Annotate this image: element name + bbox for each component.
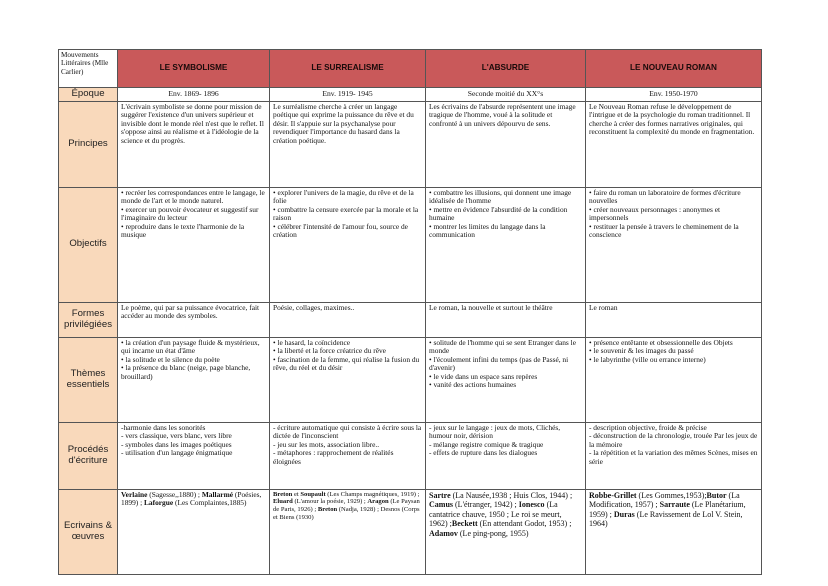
procede-item: - jeux sur le langage : jeux de mots, Clichés, humour noir, dérision [429, 422, 561, 441]
objectifs-row [59, 187, 762, 302]
procede-item: - jeu sur les mots, association libre.. [273, 439, 380, 449]
objectifs-cell [426, 187, 586, 302]
row-label-objectifs: Objectifs [59, 187, 118, 302]
procede-item: - déconstruction de la chronologie, trouée Par les jeux de la mémoire [589, 431, 758, 449]
work-title: (Les Champs magnétiques, 1919) ; [325, 490, 420, 498]
objectifs-cell [118, 187, 270, 302]
objectifs-cell [586, 187, 762, 302]
principes-row [59, 101, 762, 187]
ecrivains-cell [270, 489, 426, 574]
principes-cell: Le surréalisme cherche à créer un langage poétique qui exprime la puissance du rêve et du désir. Il s'appuie sur la psychanalyse pour revendiquer l'importance du hasard dans la création poétique. [270, 101, 426, 187]
literary-movements-table [58, 49, 762, 575]
themes-cell [270, 337, 426, 422]
author-name: Mallarmé [201, 489, 234, 499]
theme-item: • la création d'un paysage fluide & mystérieux, qui incarne un état d'âme [121, 339, 266, 356]
theme-item: • le souvenir & les images du passé [589, 347, 758, 356]
author-name: Duras [613, 509, 635, 519]
ecrivains-cell [586, 489, 762, 574]
procede-item: - vers classique, vers blanc, vers libre [121, 431, 232, 441]
author-name: Soupault [300, 490, 326, 498]
objectif-item: • faire du roman un laboratoire de formes d'écriture nouvelles [589, 189, 758, 206]
theme-item: • la solitude et le silence du poète [121, 356, 266, 365]
theme-item: • la présence du blanc (neige, page blanche, brouillard) [121, 364, 266, 381]
objectifs-cell [270, 187, 426, 302]
work-title: (Nadja, 1928) ; Desnos (Corps et Biens (1930) [273, 506, 420, 521]
author-name: Ionesco [518, 500, 545, 510]
row-label-epoque: Époque [59, 88, 118, 102]
work-title: (En attendant Godot, 1953) ; [477, 519, 572, 529]
procede-item: - utilisation d'un langage énigmatique [121, 448, 233, 458]
theme-item: • la liberté et la force créatrice du rêve [273, 347, 422, 356]
work-title: (Le ping-pong, 1955) [457, 528, 529, 538]
author-name: Beckett [451, 519, 478, 529]
theme-item: • l'écoulement infini du temps (pas de Passé, ni d'avenir) [429, 356, 582, 373]
principes-cell: Les écrivains de l'absurde représentent une image tragique de l'homme, voué à la solitude et confronté à un univers dépourvu de sens. [426, 101, 586, 187]
row-label-procedes: Procédés d'écriture [59, 422, 118, 489]
theme-item: • le vide dans un espace sans repères [429, 373, 582, 382]
objectif-item: • explorer l'univers de la magie, du rêve et de la folie [273, 189, 422, 206]
procedes-cell [426, 422, 586, 489]
objectif-item: • recréer les correspondances entre le langage, le monde de l'art et le monde naturel. [121, 189, 266, 206]
author-name: Sarraute [659, 500, 690, 510]
work-title: (Les Gommes,1953); [636, 490, 707, 500]
row-label-formes: Formes privilégiées [59, 302, 118, 337]
themes-cell [118, 337, 270, 422]
author-name: Laforgue [144, 498, 174, 508]
ecrivains-cell [426, 489, 586, 574]
work-title: (Sagesse,,1880) ; [147, 489, 202, 499]
author-name: Breton [317, 506, 338, 514]
header-row [59, 50, 762, 88]
theme-item: • le hasard, la coïncidence [273, 339, 422, 348]
epoque-cell: Env. 1919- 1945 [270, 88, 426, 102]
formes-cell: Le roman, la nouvelle et surtout le théâtre [426, 302, 586, 337]
author-name: Camus [429, 500, 454, 510]
movement-header-nouveau-roman: LE NOUVEAU ROMAN [586, 50, 762, 88]
epoque-cell: Env. 1869- 1896 [118, 88, 270, 102]
row-label-ecrivains: Ecrivains & œuvres [59, 489, 118, 574]
movement-header-surrealisme: LE SURREALISME [270, 50, 426, 88]
author-name: Eluard [273, 498, 293, 506]
objectif-item: • combattre la censure exercée par la morale et la raison [273, 206, 422, 223]
principes-cell: L'écrivain symboliste se donne pour mission de suggérer l'existence d'un univers supérieur et invisible dont le monde réel n'est que le reflet. Il s'oppose ainsi au réalisme et à l'idéologie de la science et du progrès. [118, 101, 270, 187]
objectif-item: • restituer la pensée à travers le cheminement de la conscience [589, 223, 758, 240]
author-name: Robbe-Grillet [589, 490, 637, 500]
work-title: (La cantatrice chauve, 1950 ; Le roi se meurt, 1962) ; [429, 500, 562, 529]
objectif-item: • célébrer l'intensité de l'amour fou, source de création [273, 223, 422, 240]
procede-item: - symboles dans les images poétiques [121, 439, 232, 449]
theme-item: • présence entêtante et obsessionnelle des Objets [589, 339, 758, 348]
objectif-item: • mettre en évidence l'absurdité de la condition humaine [429, 206, 582, 223]
objectif-item: • exercer un pouvoir évocateur et suggestif sur l'imaginaire du lecteur [121, 206, 266, 223]
procedes-cell [270, 422, 426, 489]
objectif-item: • combattre les illusions, qui donnent une image idéalisée de l'homme [429, 189, 582, 206]
principes-cell: Le Nouveau Roman refuse le développement de l'intrigue et de la psychologie du roman traditionnel. Il cherche à créer des formes narratives originales, qui reconstituent la complexité du monde en fragmentation. [586, 101, 762, 187]
themes-cell [426, 337, 586, 422]
objectif-item: • créer nouveaux personnages : anonymes et impersonnels [589, 206, 758, 223]
procede-item: - métaphores : rapprochement de réalités éloignées [273, 448, 394, 466]
author-name: Verlaine [121, 489, 148, 499]
procedes-row [59, 422, 762, 489]
procedes-cell [118, 422, 270, 489]
formes-row [59, 302, 762, 337]
work-title: (L'étranger, 1942) ; [453, 500, 519, 510]
formes-cell: Le poème, qui par sa puissance évocatrice, fait accéder au monde des symboles. [118, 302, 270, 337]
work-title: (Le Paysan de Paris, 1926) ; [273, 498, 420, 514]
work-title: (Le Ravissement de Lol V. Stein, 1964) [589, 509, 743, 529]
procede-item: - la répétition et la variation des mêmes Scènes, mises en série [589, 448, 758, 466]
work-title: (Les Complaintes,1885) [173, 498, 247, 508]
work-title: et [292, 490, 301, 498]
themes-cell [586, 337, 762, 422]
epoque-cell: Env. 1950-1970 [586, 88, 762, 102]
procede-item: - écriture automatique qui consiste à écrire sous la dictée de l'inconscient [273, 422, 422, 441]
work-title: (La Nausée,1938 ; Huis Clos, 1944) ; [450, 490, 573, 500]
work-title: (La Modification, 1957) ; [589, 490, 740, 510]
formes-cell: Le roman [586, 302, 762, 337]
procede-item: - effets de rupture dans les dialogues [429, 448, 538, 458]
movement-header-symbolisme: LE SYMBOLISME [118, 50, 270, 88]
objectif-item: • montrer les limites du langage dans la communication [429, 223, 582, 240]
work-title: (Le Planétarium, 1959) ; [589, 500, 746, 519]
procede-item: - mélange registre comique & tragique [429, 439, 544, 449]
author-name: Sartre [429, 490, 451, 500]
movement-header-absurde: L'ABSURDE [426, 50, 586, 88]
corner-label: Mouvements Littéraires (Mlle Carlier) [59, 50, 118, 88]
theme-item: • solitude de l'homme qui se sent Etranger dans le monde [429, 339, 582, 356]
procede-item: -harmonie dans les sonorités [121, 422, 206, 432]
author-name: Adamov [429, 528, 458, 538]
themes-row [59, 337, 762, 422]
work-title: (L'amour la poésie, 1929) ; [292, 498, 368, 506]
work-title: (Poésies, 1899) ; [121, 489, 262, 508]
procedes-cell [586, 422, 762, 489]
author-name: Aragon [367, 498, 389, 506]
theme-item: • le labyrinthe (ville ou errance interne) [589, 356, 758, 365]
procede-item: - description objective, froide & précise [589, 422, 707, 432]
ecrivains-cell [118, 489, 270, 574]
ecrivains-row [59, 489, 762, 574]
theme-item: • fascination de la femme, qui réalise la fusion du rêve, du réel et du désir [273, 356, 422, 373]
theme-item: • vanité des actions humaines [429, 381, 582, 390]
author-name: Butor [706, 490, 727, 500]
epoque-row [59, 88, 762, 102]
row-label-principes: Principes [59, 101, 118, 187]
formes-cell: Poésie, collages, maximes.. [270, 302, 426, 337]
author-name: Breton [273, 490, 293, 498]
row-label-themes: Thèmes essentiels [59, 337, 118, 422]
objectif-item: • reproduire dans le texte l'harmonie de la musique [121, 223, 266, 240]
epoque-cell: Seconde moitié du XX°s [426, 88, 586, 102]
